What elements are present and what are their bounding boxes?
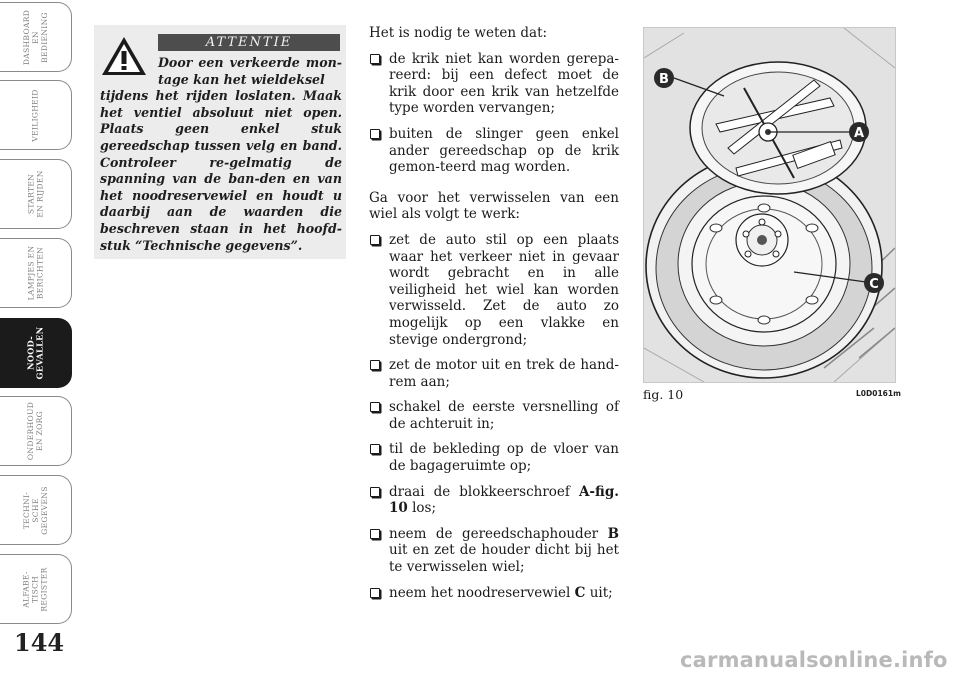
- warning-text-lead: Door een verkeerde mon-tage kan het wieldeksel: [158, 55, 342, 87]
- figure-caption: fig. 10: [643, 387, 684, 402]
- warning-box: [94, 25, 346, 259]
- svg-text:A: A: [853, 126, 865, 141]
- spare-wheel-illustration: [644, 28, 895, 382]
- part-reference-c: C: [574, 584, 586, 601]
- tab-dashboard[interactable]: DASHBOARD EN BEDIENING: [0, 2, 72, 72]
- watermark: carmanualsonline.info: [680, 648, 948, 672]
- procedure-steps: [369, 232, 619, 601]
- step-item: schakel de eerste versnelling of de achteruit in;: [369, 399, 619, 432]
- part-reference-b: B: [607, 525, 619, 542]
- figure-reference: A-fig. 10: [389, 483, 619, 517]
- procedure-intro: Ga voor het verwisselen van een wiel als volgt te werk:: [369, 189, 619, 223]
- warning-text: [100, 55, 342, 254]
- step-item: neem het noodreservewiel C uit;: [369, 585, 619, 602]
- page-number: 144: [14, 628, 65, 657]
- tab-veiligheid[interactable]: VEILIGHEID: [0, 80, 72, 150]
- figure-code: L0D0161m: [856, 389, 901, 398]
- tab-onderhoud[interactable]: ONDERHOUD EN ZORG: [0, 396, 72, 466]
- step-item: zet de auto stil op een plaats waar het verkeer niet in gevaar wordt gebracht en in alle veiligheid het wiel kan worden verwisseld. Zet de auto zo mogelijk op een vlakke en stevige ondergrond;: [369, 232, 619, 348]
- tab-lampjes[interactable]: LAMPJES EN BERICHTEN: [0, 238, 72, 308]
- note-item: buiten de slinger geen enkel ander gereedschap op de krik gemon-teerd mag worden.: [369, 126, 619, 176]
- step-item: zet de motor uit en trek de hand-rem aan;: [369, 357, 619, 390]
- svg-text:B: B: [659, 72, 669, 87]
- tab-noodgevallen[interactable]: NOOD- GEVALLEN: [0, 318, 72, 388]
- step-item: draai de blokkeerschroef A-fig. 10 los;: [369, 484, 619, 517]
- step-item: neem de gereedschaphouder B uit en zet de houder dicht bij het te verwisselen wiel;: [369, 526, 619, 576]
- notes-intro: Het is nodig te weten dat:: [369, 25, 548, 41]
- note-item: de krik niet kan worden gerepa-reerd: bij een defect moet de krik door een krik van hetzelfde type worden vervangen;: [369, 51, 619, 117]
- svg-text:C: C: [869, 277, 879, 292]
- instruction-column: [369, 25, 619, 610]
- notes-list: [369, 51, 619, 176]
- warning-title: ATTENTIE: [158, 34, 340, 51]
- warning-text-body: tijdens het rijden loslaten. Maak het ventiel absoluut niet open. Plaats geen enkel stuk gereedschap tussen velg en band. Controleer re-gelmatig de spanning van de ban-den en van het noodreservewiel en houdt u daarbij aan de waarden die beschreven staan in het hoofd-stuk “Technische gegevens”.: [100, 88, 342, 253]
- figure-spare-wheel: [643, 27, 896, 383]
- tab-technische-gegevens[interactable]: TECHNI- SCHE GEGEVENS: [0, 475, 72, 545]
- step-item: til de bekleding op de vloer van de bagageruimte op;: [369, 441, 619, 474]
- tab-starten[interactable]: STARTEN EN RIJDEN: [0, 159, 72, 229]
- tab-alfabetisch-register[interactable]: ALFABE- TISCH REGISTER: [0, 554, 72, 624]
